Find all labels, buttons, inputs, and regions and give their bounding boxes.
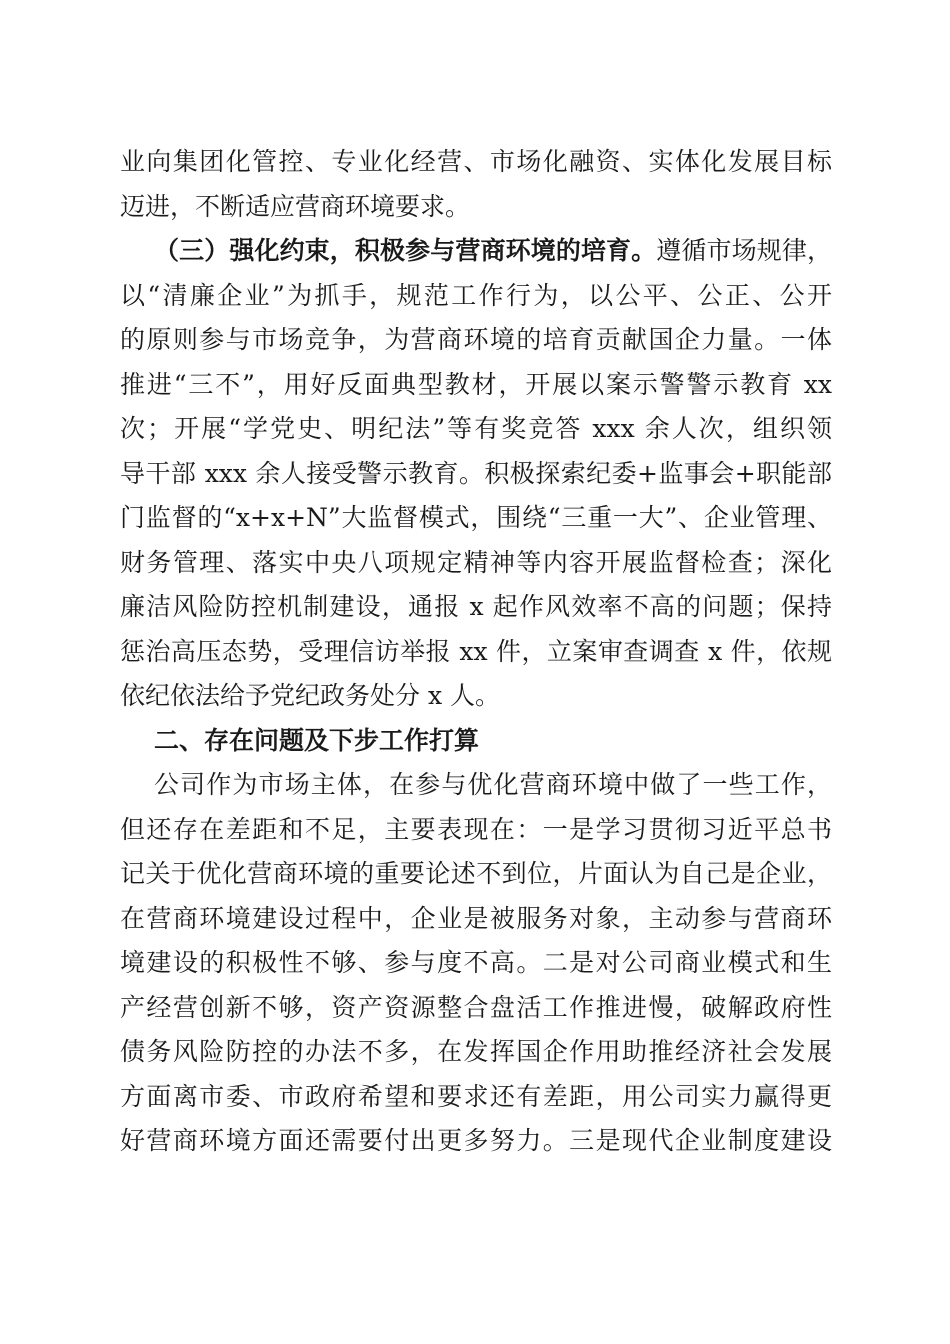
text-line: 境建设的积极性不够、参与度不高。二是对公司商业模式和生 [120, 948, 832, 977]
document-body [120, 140, 832, 1164]
text-line: 但还存在差距和不足，主要表现在：一是学习贯彻习近平总书 [120, 814, 832, 844]
text-line: 依纪依法给予党纪政务处分 x 人。 [120, 681, 500, 710]
text-line: 迈进，不断适应营商环境要求。 [120, 191, 471, 221]
text-line: 次；开展“学党史、明纪法”等有奖竞答 xxx 余人次，组织领 [120, 414, 832, 443]
text-line: 门监督的“x+x+N”大监督模式，围绕“三重一大”、企业管理、 [120, 503, 832, 532]
paragraph-continuation [120, 140, 832, 229]
section-three-text: 遵循市场规律， [656, 236, 832, 265]
text-line: 惩治高压态势，受理信访举报 xx 件，立案审查调查 x 件，依规 [120, 636, 832, 666]
text-line: 方面离市委、市政府希望和要求还有差距，用公司实力赢得更 [120, 1081, 832, 1111]
text-line: 的原则参与市场竞争，为营商环境的培育贡献国企力量。一体 [120, 325, 832, 354]
text-line: 廉洁风险防控机制建设，通报 x 起作风效率不高的问题；保持 [120, 592, 832, 621]
text-line: 以“清廉企业”为抓手，规范工作行为，以公平、公正、公开 [120, 280, 832, 310]
text-line: 财务管理、落实中央八项规定精神等内容开展监督检查；深化 [120, 547, 832, 577]
text-line: 业向集团化管控、专业化经营、市场化融资、实体化发展目标 [120, 147, 832, 176]
text-line: 记关于优化营商环境的重要论述不到位，片面认为自己是企业， [120, 859, 832, 888]
text-line [120, 229, 832, 274]
text-line: 产经营创新不够，资产资源整合盘活工作推进慢，破解政府性 [120, 992, 832, 1022]
text-line: 公司作为市场主体，在参与优化营商环境中做了一些工作， [154, 770, 832, 799]
paragraph-problems [120, 763, 832, 1164]
text-line: 在营商环境建设过程中，企业是被服务对象，主动参与营商环 [120, 903, 832, 933]
text-line: 好营商环境方面还需要付出更多努力。三是现代企业制度建设 [120, 1126, 832, 1155]
section-three-heading: （三）强化约束，积极参与营商环境的培育。 [154, 236, 657, 265]
paragraph-section-three [120, 229, 832, 719]
text-line: 债务风险防控的办法不多，在发挥国企作用助推经济社会发展 [120, 1037, 832, 1066]
section-heading: 二、存在问题及下步工作打算 [154, 725, 480, 755]
text-line: 推进“三不”，用好反面典型教材，开展以案示警警示教育 xx [120, 369, 832, 399]
text-line: 导干部 xxx 余人接受警示教育。积极探索纪委+监事会+职能部 [120, 458, 832, 488]
